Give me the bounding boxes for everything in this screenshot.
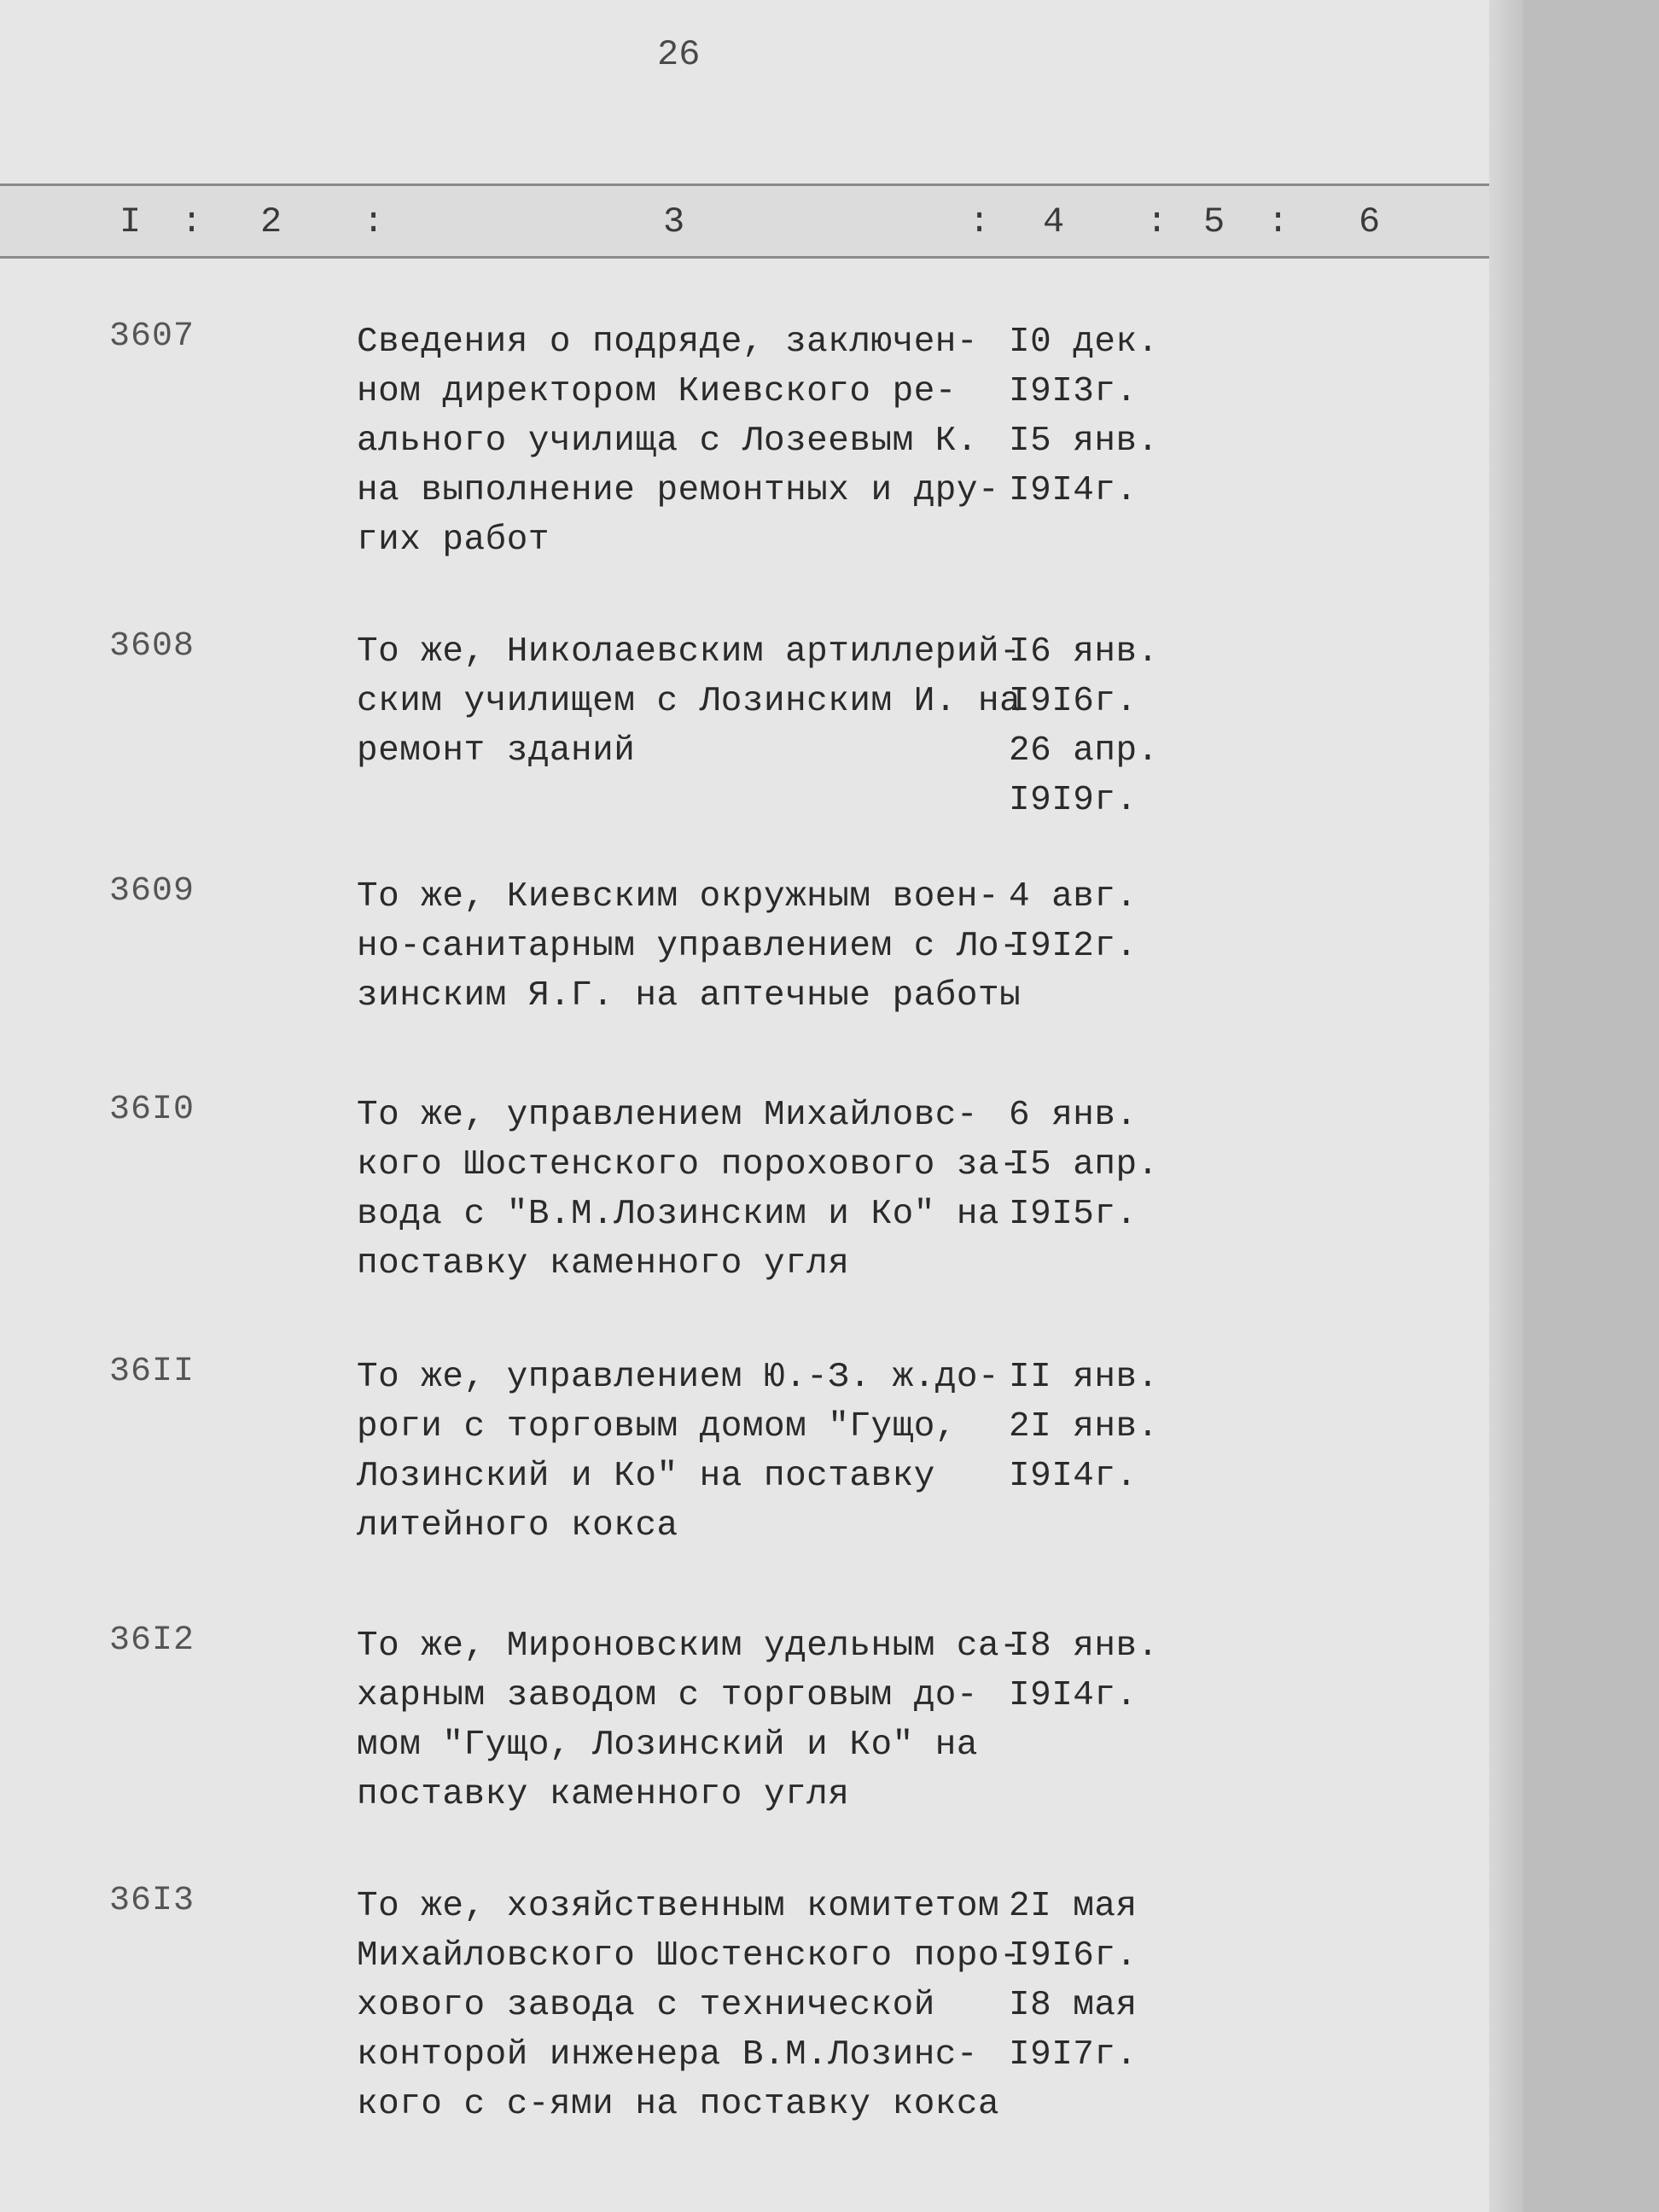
header-col-4: 4: [1043, 201, 1065, 242]
date-line: I6 янв.: [1009, 632, 1159, 672]
header-col-3: 3: [663, 201, 685, 242]
date-line: 2I янв.: [1009, 1407, 1159, 1447]
entry-number: 3609: [109, 872, 195, 911]
date-line: I5 апр.: [1009, 1145, 1159, 1185]
entry-number: 36II: [109, 1353, 195, 1391]
description-line: ального училища с Лозеевым К.: [357, 422, 979, 461]
date-line: I9I2г.: [1009, 927, 1138, 966]
header-col-1: I: [119, 201, 142, 242]
description-line: кого с с-ями на поставку кокса: [357, 2085, 1000, 2124]
description-line: но-санитарным управлением с Ло-: [357, 927, 1022, 966]
description-line: То же, хозяйственным комитетом: [357, 1887, 1000, 1926]
description-line: конторой инженера В.М.Лозинс-: [357, 2035, 979, 2075]
description-line: То же, управлением Михайловс-: [357, 1096, 979, 1135]
description-line: То же, управлением Ю.-З. ж.до-: [357, 1358, 1000, 1397]
description-line: Лозинский и Ко" на поставку: [357, 1457, 935, 1496]
entry-description: [357, 627, 1022, 776]
description-line: Михайловского Шостенского поро-: [357, 1936, 1022, 1976]
header-sep-1: :: [181, 201, 203, 242]
date-line: I9I6г.: [1009, 1936, 1138, 1976]
description-line: зинским Я.Г. на аптечные работы: [357, 976, 1022, 1016]
description-line: То же, Николаевским артиллерий-: [357, 632, 1022, 672]
entry-description: [357, 872, 1022, 1021]
entry-dates: [1009, 872, 1179, 971]
description-line: на выполнение ремонтных и дру-: [357, 471, 1000, 510]
description-line: ном директором Киевского ре-: [357, 372, 957, 411]
description-line: кого Шостенского порохового за-: [357, 1145, 1022, 1185]
date-line: I5 янв.: [1009, 422, 1159, 461]
entry-dates: [1009, 1091, 1179, 1239]
description-line: гих работ: [357, 521, 550, 560]
date-line: I8 янв.: [1009, 1627, 1159, 1666]
description-line: литейного кокса: [357, 1506, 678, 1545]
entry-description: [357, 1091, 1022, 1289]
description-line: вода с "В.М.Лозинским и Ко" на: [357, 1195, 1000, 1234]
description-line: Сведения о подряде, заключен-: [357, 323, 979, 362]
date-line: I9I4г.: [1009, 1676, 1138, 1715]
date-line: II янв.: [1009, 1358, 1159, 1397]
entry-dates: [1009, 1882, 1179, 2080]
column-header-row: [0, 183, 1489, 259]
date-line: I0 дек.: [1009, 323, 1159, 362]
date-line: I9I4г.: [1009, 1457, 1138, 1496]
date-line: 2I мая: [1009, 1887, 1138, 1926]
date-line: I9I9г.: [1009, 781, 1138, 820]
header-col-6: 6: [1359, 201, 1381, 242]
date-line: I9I4г.: [1009, 471, 1138, 510]
description-line: хового завода с технической: [357, 1986, 935, 2025]
entry-number: 3608: [109, 627, 195, 666]
header-sep-4: :: [1146, 201, 1168, 242]
description-line: То же, Мироновским удельным са-: [357, 1627, 1022, 1666]
header-sep-5: :: [1267, 201, 1289, 242]
date-line: I9I7г.: [1009, 2035, 1138, 2075]
entry-description: [357, 1353, 1005, 1551]
description-line: ским училищем с Лозинским И. на: [357, 682, 1022, 721]
description-line: харным заводом с торговым до-: [357, 1676, 979, 1715]
entry-number: 36I3: [109, 1882, 195, 1920]
header-sep-2: :: [363, 201, 385, 242]
date-line: I8 мая: [1009, 1986, 1138, 2025]
header-col-5: 5: [1203, 201, 1225, 242]
entry-dates: [1009, 317, 1179, 515]
entry-dates: [1009, 1621, 1179, 1720]
entry-description: [357, 1621, 1022, 1819]
entry-description: [357, 317, 1005, 565]
description-line: поставку каменного угля: [357, 1244, 850, 1284]
date-line: 4 авг.: [1009, 877, 1138, 917]
description-line: мом "Гущо, Лозинский и Ко" на: [357, 1726, 979, 1765]
date-line: 6 янв.: [1009, 1096, 1138, 1135]
description-line: ремонт зданий: [357, 731, 636, 771]
entry-dates: [1009, 627, 1179, 825]
description-line: То же, Киевским окружным воен-: [357, 877, 1000, 917]
entry-number: 36I0: [109, 1091, 195, 1129]
entry-number: 36I2: [109, 1621, 195, 1660]
header-sep-3: :: [969, 201, 991, 242]
date-line: I9I5г.: [1009, 1195, 1138, 1234]
page-edge: [1489, 0, 1523, 2212]
entry-number: 3607: [109, 317, 195, 356]
page-number: 26: [657, 34, 701, 75]
header-col-2: 2: [260, 201, 282, 242]
date-line: I9I6г.: [1009, 682, 1138, 721]
entry-dates: [1009, 1353, 1179, 1501]
date-line: I9I3г.: [1009, 372, 1138, 411]
description-line: поставку каменного угля: [357, 1775, 850, 1814]
description-line: роги с торговым домом "Гущо,: [357, 1407, 957, 1447]
entry-description: [357, 1882, 1022, 2129]
date-line: 26 апр.: [1009, 731, 1159, 771]
